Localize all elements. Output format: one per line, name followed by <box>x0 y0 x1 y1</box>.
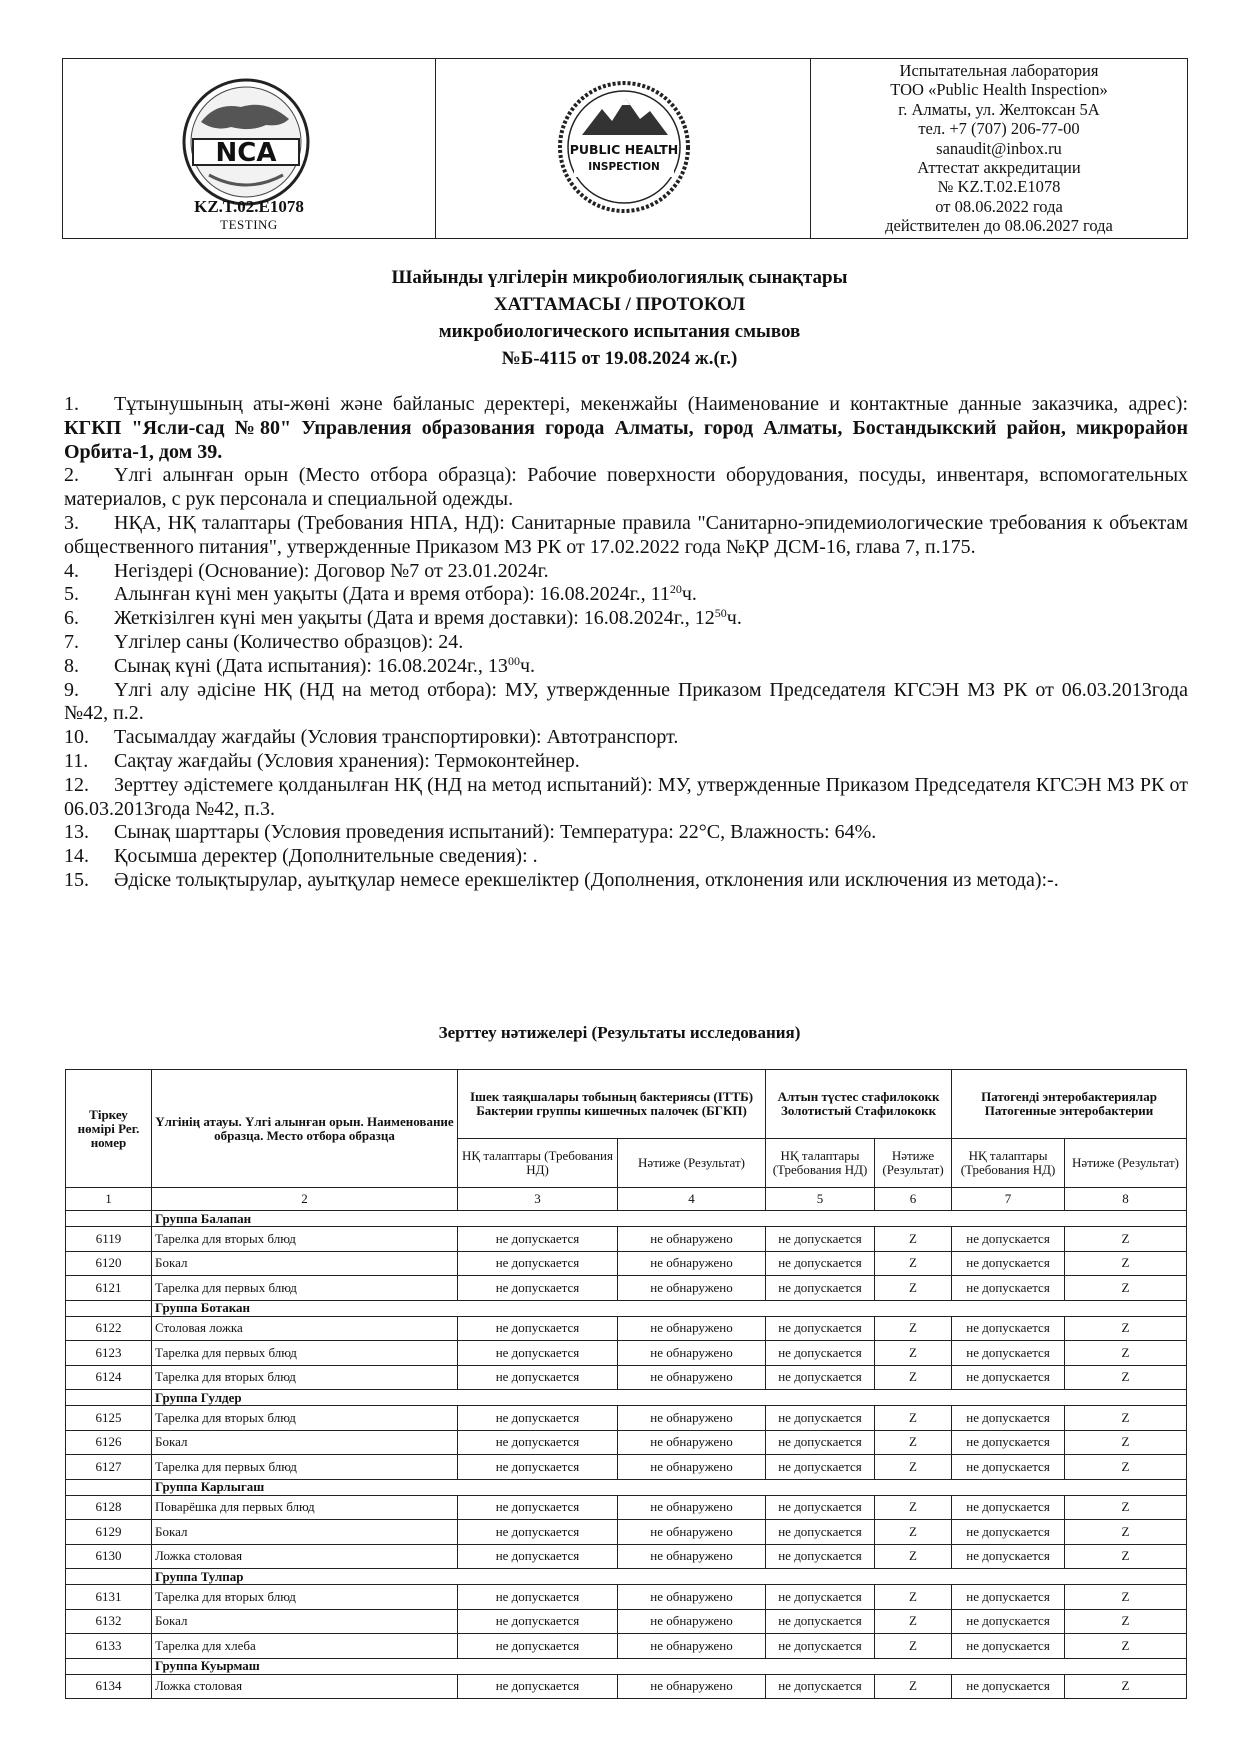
item-5: 5. Алынған күні мен уақыты (Дата и время отбора): 16.08.2024г., $11^{20}ч$. <box>64 582 697 606</box>
header-pathogenic: Патогенді энтеробактериялар Патогенные энтеробактерии <box>952 1070 1187 1139</box>
bgkp-result: не обнаружено <box>618 1406 766 1431</box>
sample-name: Поварёшка для первых блюд <box>152 1495 458 1520</box>
bgkp-requirement: не допускается <box>458 1520 618 1545</box>
item-12: 12. Зерттеу әдістемеге қолданылған НҚ (НД на метод испытаний): МУ, утвержденные Приказом Председателя КГСЭН МЗ РК от 06.03.2013года №42, п.3. <box>64 773 1188 820</box>
staph-result: Z <box>875 1251 952 1276</box>
staph-requirement: не допускается <box>766 1544 875 1569</box>
staph-result: Z <box>875 1365 952 1390</box>
reg-number: 6124 <box>66 1365 152 1390</box>
pathogen-requirement: не допускается <box>952 1674 1065 1699</box>
bgkp-result: не обнаружено <box>618 1585 766 1610</box>
group-spacer <box>66 1569 152 1585</box>
header-staph: Алтын түстес стафилококк Золотистый Стафилококк <box>766 1070 952 1139</box>
staph-requirement: не допускается <box>766 1341 875 1366</box>
bgkp-requirement: не допускается <box>458 1634 618 1659</box>
sample-name: Ложка столовая <box>152 1544 458 1569</box>
sample-name: Ложка столовая <box>152 1674 458 1699</box>
table-row <box>66 1609 1187 1634</box>
staph-requirement: не допускается <box>766 1430 875 1455</box>
sample-name: Тарелка для вторых блюд <box>152 1585 458 1610</box>
lab-info <box>811 59 1187 238</box>
pathogen-requirement: не допускается <box>952 1544 1065 1569</box>
bgkp-requirement: не допускается <box>458 1276 618 1301</box>
sample-name: Тарелка для первых блюд <box>152 1341 458 1366</box>
staph-requirement: не допускается <box>766 1495 875 1520</box>
table-row <box>66 1276 1187 1301</box>
item-8: 8. Сынақ күні (Дата испытания): 16.08.2024г., $13^{00}ч$. <box>64 653 535 677</box>
results-title: Зерттеу нәтижелері (Результаты исследования) <box>438 1023 801 1042</box>
staph-requirement: не допускается <box>766 1406 875 1431</box>
nca-logo-icon <box>171 77 321 207</box>
sample-name: Тарелка для вторых блюд <box>152 1227 458 1252</box>
header-result: Нәтиже (Результат) <box>618 1139 766 1188</box>
column-number: 3 <box>458 1188 618 1211</box>
pathogen-result: Z <box>1065 1227 1187 1252</box>
staph-result: Z <box>875 1520 952 1545</box>
reg-number: 6119 <box>66 1227 152 1252</box>
pathogen-requirement: не допускается <box>952 1276 1065 1301</box>
group-name: Группа Гулдер <box>152 1390 1187 1406</box>
table-row <box>66 1455 1187 1480</box>
bgkp-result: не обнаружено <box>618 1544 766 1569</box>
table-row <box>66 1634 1187 1659</box>
lab-line: Испытательная лаборатория <box>899 61 1099 80</box>
item-2: 2. Үлгі алынған орын (Место отбора образца): Рабочие поверхности оборудования, посуды, инвентаря, вспомогательных материалов, с рук персонала и специальной одежды. <box>64 464 1188 511</box>
staph-requirement: не допускается <box>766 1365 875 1390</box>
sample-name: Тарелка для первых блюд <box>152 1455 458 1480</box>
header-result: Нәтиже (Результат) <box>1065 1139 1187 1188</box>
reg-number: 6129 <box>66 1520 152 1545</box>
staph-requirement: не допускается <box>766 1251 875 1276</box>
reg-number: 6121 <box>66 1276 152 1301</box>
results-body <box>66 1188 1187 1699</box>
pathogen-requirement: не допускается <box>952 1609 1065 1634</box>
pathogen-requirement: не допускается <box>952 1341 1065 1366</box>
reg-number: 6122 <box>66 1316 152 1341</box>
item-10: 10. Тасымалдау жағдайы (Условия транспортировки): Автотранспорт. <box>64 726 679 749</box>
bgkp-requirement: не допускается <box>458 1544 618 1569</box>
bgkp-requirement: не допускается <box>458 1585 618 1610</box>
reg-number: 6127 <box>66 1455 152 1480</box>
bgkp-requirement: не допускается <box>458 1430 618 1455</box>
testing-label: TESTING <box>220 217 278 232</box>
nca-logo-cell <box>63 59 436 238</box>
sample-name: Бокал <box>152 1520 458 1545</box>
group-row <box>66 1390 1187 1406</box>
pathogen-requirement: не допускается <box>952 1227 1065 1252</box>
lab-line: Аттестат аккредитации <box>917 158 1081 178</box>
staph-requirement: не допускается <box>766 1609 875 1634</box>
reg-number: 6131 <box>66 1585 152 1610</box>
item-6: 6. Жеткізілген күні мен уақыты (Дата и время доставки): 16.08.2024г., $12^{50}ч$. <box>64 606 742 630</box>
pathogen-requirement: не допускается <box>952 1316 1065 1341</box>
pathogen-result: Z <box>1065 1276 1187 1301</box>
pathogen-result: Z <box>1065 1365 1187 1390</box>
nca-logo-text: NCA <box>215 138 277 168</box>
sample-name: Столовая ложка <box>152 1316 458 1341</box>
customer-name: КГКП "Ясли-сад №80" Управления образования города Алматы, город Алматы, Бостандыкский район, микрорайон Орбита-1, дом 39. <box>64 416 1188 463</box>
item-13: 13. Сынақ шарттары (Условия проведения испытаний): Температура: 22°С, Влажность: 64%. <box>64 821 877 844</box>
pathogen-requirement: не допускается <box>952 1430 1065 1455</box>
table-row <box>66 1227 1187 1252</box>
item-4: 4. Негіздері (Основание): Договор №7 от 23.01.2024г. <box>64 559 549 582</box>
results-table <box>65 1069 1187 1699</box>
pathogen-requirement: не допускается <box>952 1495 1065 1520</box>
item-9: 9. Үлгі алу әдісіне НҚ (НД на метод отбора): МУ, утвержденные Приказом Председателя КГСЭН МЗ РК от 06.03.2013года №42, п.2. <box>64 678 1188 725</box>
pathogen-result: Z <box>1065 1430 1187 1455</box>
staph-requirement: не допускается <box>766 1227 875 1252</box>
reg-number: 6132 <box>66 1609 152 1634</box>
table-row <box>66 1520 1187 1545</box>
group-spacer <box>66 1300 152 1316</box>
reg-number: 6123 <box>66 1341 152 1366</box>
header-bgkp: Ішек таяқшалары тобының бактериясы (ІТТБ) Бактерии группы кишечных палочек (БГКП) <box>458 1070 766 1139</box>
lab-line: № KZ.T.02.E1078 <box>937 177 1061 197</box>
sample-name: Бокал <box>152 1430 458 1455</box>
bgkp-result: не обнаружено <box>618 1674 766 1699</box>
table-row <box>66 1406 1187 1431</box>
pathogen-result: Z <box>1065 1316 1187 1341</box>
reg-number: 6128 <box>66 1495 152 1520</box>
staph-result: Z <box>875 1495 952 1520</box>
header-requirement: НҚ талаптары (Требования НД) <box>952 1139 1065 1188</box>
column-number: 7 <box>952 1188 1065 1211</box>
bgkp-requirement: не допускается <box>458 1365 618 1390</box>
bgkp-result: не обнаружено <box>618 1365 766 1390</box>
staph-result: Z <box>875 1674 952 1699</box>
column-number: 2 <box>152 1188 458 1211</box>
bgkp-result: не обнаружено <box>618 1316 766 1341</box>
header-name: Үлгінің атауы. Үлгі алынған орын. Наименование образца. Место отбора образца <box>152 1070 458 1188</box>
bgkp-requirement: не допускается <box>458 1251 618 1276</box>
sample-name: Тарелка для первых блюд <box>152 1276 458 1301</box>
table-row <box>66 1430 1187 1455</box>
reg-number: 6120 <box>66 1251 152 1276</box>
column-number: 4 <box>618 1188 766 1211</box>
bgkp-result: не обнаружено <box>618 1430 766 1455</box>
protocol-number: №Б-4115 от 19.08.2024 ж.(г.) <box>501 348 738 369</box>
pathogen-result: Z <box>1065 1544 1187 1569</box>
header-box <box>62 58 1188 239</box>
bgkp-requirement: не допускается <box>458 1341 618 1366</box>
header-requirement: НҚ талаптары (Требования НД) <box>458 1139 618 1188</box>
staph-result: Z <box>875 1316 952 1341</box>
staph-result: Z <box>875 1585 952 1610</box>
lab-line: г. Алматы, ул. Желтоксан 5А <box>898 99 1100 119</box>
staph-requirement: не допускается <box>766 1634 875 1659</box>
table-row <box>66 1365 1187 1390</box>
group-name: Группа Тулпар <box>152 1569 1187 1585</box>
group-spacer <box>66 1479 152 1495</box>
bgkp-requirement: не допускается <box>458 1609 618 1634</box>
bgkp-result: не обнаружено <box>618 1634 766 1659</box>
pathogen-result: Z <box>1065 1609 1187 1634</box>
bgkp-result: не обнаружено <box>618 1495 766 1520</box>
pathogen-result: Z <box>1065 1406 1187 1431</box>
bgkp-result: не обнаружено <box>618 1227 766 1252</box>
pathogen-result: Z <box>1065 1495 1187 1520</box>
bgkp-result: не обнаружено <box>618 1520 766 1545</box>
bgkp-requirement: не допускается <box>458 1316 618 1341</box>
group-name: Группа Карлыгаш <box>152 1479 1187 1495</box>
staph-requirement: не допускается <box>766 1585 875 1610</box>
group-row <box>66 1569 1187 1585</box>
title-line-kz: Шайынды үлгілерін микробиологиялық сынақтары <box>391 267 848 288</box>
pathogen-result: Z <box>1065 1585 1187 1610</box>
staph-result: Z <box>875 1276 952 1301</box>
staph-result: Z <box>875 1609 952 1634</box>
staph-requirement: не допускается <box>766 1316 875 1341</box>
table-row <box>66 1495 1187 1520</box>
logo-line-2: INSPECTION <box>588 161 660 173</box>
reg-number: 6134 <box>66 1674 152 1699</box>
item-11: 11. Сақтау жағдайы (Условия хранения): Термоконтейнер. <box>64 749 580 772</box>
staph-result: Z <box>875 1227 952 1252</box>
group-name: Группа Куырмаш <box>152 1658 1187 1674</box>
item-3: 3. НҚА, НҚ талаптары (Требования НПА, НД): Санитарные правила "Санитарно-эпидемиологические требования к объектам общественного питания", утвержденные Приказом МЗ РК от 17.02.2022 года №ҚР ДСМ-16, глава 7, п.175. <box>64 511 1188 558</box>
bgkp-requirement: не допускается <box>458 1674 618 1699</box>
group-name: Группа Балапан <box>152 1211 1187 1227</box>
sample-name: Тарелка для вторых блюд <box>152 1406 458 1431</box>
staph-result: Z <box>875 1406 952 1431</box>
staph-requirement: не допускается <box>766 1674 875 1699</box>
staph-requirement: не допускается <box>766 1455 875 1480</box>
pathogen-result: Z <box>1065 1251 1187 1276</box>
pathogen-result: Z <box>1065 1520 1187 1545</box>
pathogen-result: Z <box>1065 1341 1187 1366</box>
group-row <box>66 1300 1187 1316</box>
sample-name: Бокал <box>152 1251 458 1276</box>
phi-logo-cell <box>436 59 811 238</box>
lab-line: действителен до 08.06.2027 года <box>885 216 1113 236</box>
bgkp-requirement: не допускается <box>458 1406 618 1431</box>
lab-line: тел. +7 (707) 206-77-00 <box>918 119 1080 139</box>
sample-name: Тарелка для хлеба <box>152 1634 458 1659</box>
bgkp-result: не обнаружено <box>618 1276 766 1301</box>
bgkp-result: не обнаружено <box>618 1609 766 1634</box>
public-health-inspection-logo-icon <box>554 77 694 217</box>
reg-number: 6125 <box>66 1406 152 1431</box>
pathogen-result: Z <box>1065 1455 1187 1480</box>
staph-requirement: не допускается <box>766 1520 875 1545</box>
item-7: 7. Үлгілер саны (Количество образцов): 24. <box>64 630 464 653</box>
bgkp-result: не обнаружено <box>618 1251 766 1276</box>
pathogen-requirement: не допускается <box>952 1406 1065 1431</box>
column-number: 8 <box>1065 1188 1187 1211</box>
reg-number: 6130 <box>66 1544 152 1569</box>
staph-result: Z <box>875 1430 952 1455</box>
title-line-protocol: ХАТТАМАСЫ / ПРОТОКОЛ <box>493 294 746 315</box>
header-requirement: НҚ талаптары (Требования НД) <box>766 1139 875 1188</box>
reg-number: 6133 <box>66 1634 152 1659</box>
column-number: 6 <box>875 1188 952 1211</box>
staph-result: Z <box>875 1544 952 1569</box>
logo-line-1: PUBLIC HEALTH <box>569 142 679 157</box>
group-spacer <box>66 1211 152 1227</box>
table-row <box>66 1341 1187 1366</box>
reg-number: 6126 <box>66 1430 152 1455</box>
protocol-title <box>0 264 1239 372</box>
item-15: 15. Әдіске толықтырулар, ауытқулар немесе ерекшеліктер (Дополнения, отклонения или исключения из метода):-. <box>64 868 1059 891</box>
pathogen-requirement: не допускается <box>952 1365 1065 1390</box>
bgkp-requirement: не допускается <box>458 1227 618 1252</box>
table-row <box>66 1544 1187 1569</box>
bgkp-result: не обнаружено <box>618 1455 766 1480</box>
pathogen-requirement: не допускается <box>952 1251 1065 1276</box>
pathogen-requirement: не допускается <box>952 1585 1065 1610</box>
column-number: 1 <box>66 1188 152 1211</box>
group-row <box>66 1479 1187 1495</box>
column-numbers-row <box>66 1188 1187 1211</box>
item-14: 14. Қосымша деректер (Дополнительные сведения): . <box>64 845 538 868</box>
staph-requirement: не допускается <box>766 1276 875 1301</box>
staph-result: Z <box>875 1634 952 1659</box>
header-result: Нәтиже (Результат) <box>875 1139 952 1188</box>
title-line-ru: микробиологического испытания смывов <box>438 321 801 342</box>
bgkp-requirement: не допускается <box>458 1455 618 1480</box>
pathogen-requirement: не допускается <box>952 1520 1065 1545</box>
pathogen-result: Z <box>1065 1634 1187 1659</box>
column-number: 5 <box>766 1188 875 1211</box>
protocol-items <box>64 393 1188 893</box>
staph-result: Z <box>875 1341 952 1366</box>
pathogen-requirement: не допускается <box>952 1634 1065 1659</box>
sample-name: Тарелка для вторых блюд <box>152 1365 458 1390</box>
sample-name: Бокал <box>152 1609 458 1634</box>
bgkp-requirement: не допускается <box>458 1495 618 1520</box>
table-row <box>66 1316 1187 1341</box>
group-row <box>66 1211 1187 1227</box>
pathogen-requirement: не допускается <box>952 1455 1065 1480</box>
accreditation-code: KZ.T.02.E1078 <box>194 197 304 216</box>
group-row <box>66 1658 1187 1674</box>
table-row <box>66 1585 1187 1610</box>
lab-email[interactable]: sanaudit@inbox.ru <box>936 138 1062 158</box>
lab-line: ТОО «Public Health Inspection» <box>890 80 1108 100</box>
group-spacer <box>66 1658 152 1674</box>
pathogen-result: Z <box>1065 1674 1187 1699</box>
table-row <box>66 1674 1187 1699</box>
header-reg: Тіркеу нөмірі Рег. номер <box>66 1070 152 1188</box>
group-spacer <box>66 1390 152 1406</box>
table-row <box>66 1251 1187 1276</box>
staph-result: Z <box>875 1455 952 1480</box>
group-name: Группа Ботакан <box>152 1300 1187 1316</box>
lab-line: от 08.06.2022 года <box>935 196 1063 216</box>
bgkp-result: не обнаружено <box>618 1341 766 1366</box>
item-1: 1. Тұтынушының аты-жөні және байланыс деректері, мекенжайы (Наименование и контактные данные заказчика, адрес): КГКП "Ясли-сад №80" Управления образования города Алматы, город Алматы, Бостандыкский район, микрорайон Орбита-1, дом 39. <box>64 393 1188 463</box>
